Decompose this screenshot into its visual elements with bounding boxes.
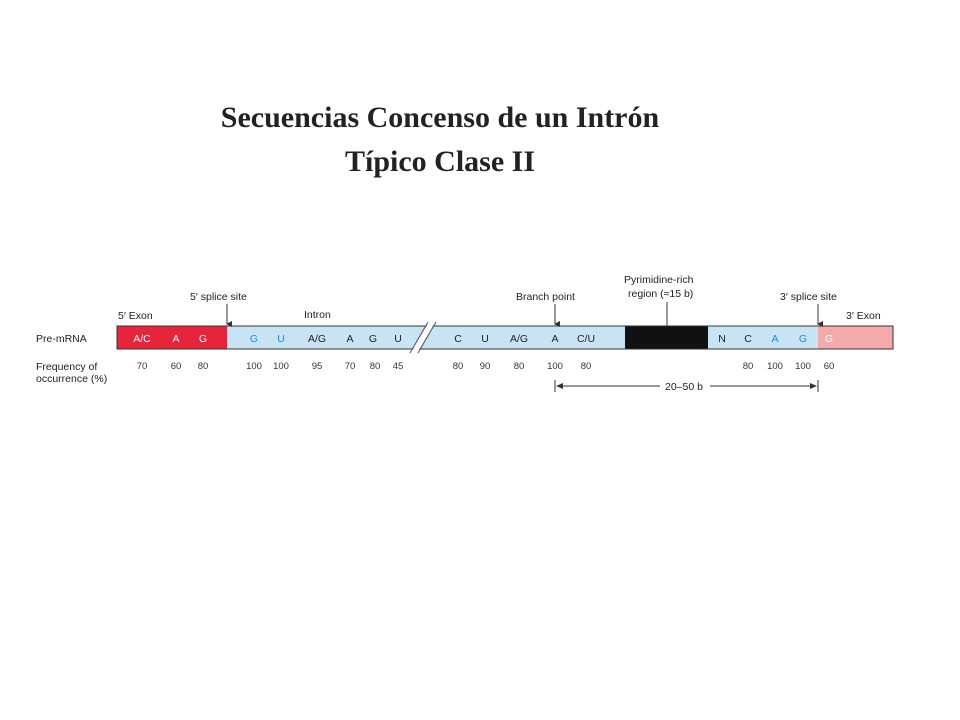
title-line-1: Secuencias Concenso de un Intrón [220,101,660,134]
frequency-value-2: 80 [197,361,209,372]
sequence-base-10: U [481,333,489,345]
branch-point-label: Branch point [516,291,575,303]
sequence-base-12: A [551,333,559,345]
sequence-base-17: G [798,333,808,345]
sequence-base-4: U [277,333,285,345]
sequence-base-2: G [198,333,208,345]
distance-label: 20–50 b [665,381,703,393]
splice3-label: 3′ splice site [780,291,837,303]
frequency-value-8: 45 [392,361,404,372]
exon5-label: 5′ Exon [118,310,153,322]
pyrimidine-label-line-1: Pyrimidine-rich [624,274,694,286]
sequence-base-18: G [824,333,834,345]
sequence-base-0: A/C [133,333,151,345]
sequence-base-9: C [454,333,462,345]
pyrimidine-rich-block [625,326,708,349]
intron-label: Intron [304,309,331,321]
sequence-base-1: A [172,333,180,345]
sequence-base-16: A [771,333,779,345]
frequency-value-3: 100 [246,361,262,372]
frequency-values [137,361,835,372]
frequency-value-12: 100 [547,361,563,372]
frequency-value-17: 100 [795,361,811,372]
frequency-value-9: 80 [452,361,464,372]
title-line-2: Típico Clase II [344,145,536,178]
frequency-value-16: 100 [767,361,783,372]
frequency-value-1: 60 [170,361,182,372]
frequency-value-15: 80 [742,361,754,372]
sequence-base-8: U [394,333,402,345]
frequency-value-0: 70 [136,361,148,372]
frequency-value-11: 80 [513,361,525,372]
frequency-value-5: 95 [311,361,323,372]
sequence-base-3: G [249,333,259,345]
sequence-base-7: G [368,333,378,345]
distance-bracket [555,380,818,393]
sequence-base-6: A [346,333,354,345]
sequence-base-15: C [744,333,752,345]
frequency-value-18: 60 [823,361,835,372]
frequency-value-10: 90 [479,361,491,372]
sequence-base-14: N [718,333,726,345]
frequency-value-13: 80 [580,361,592,372]
frequency-label-line-2: occurrence (%) [36,373,108,385]
frequency-value-6: 70 [344,361,356,372]
frequency-value-4: 100 [273,361,289,372]
splice5-label: 5′ splice site [190,291,247,303]
frequency-value-7: 80 [369,361,381,372]
pre-mrna-label: Pre-mRNA [36,333,87,345]
pyrimidine-label-line-2: region (≈15 b) [628,288,694,300]
sequence-base-5: A/G [307,333,327,345]
exon3-label: 3′ Exon [846,310,881,322]
frequency-label-line-1: Frequency of [36,361,98,373]
sequence-base-13: C/U [576,333,596,345]
sequence-base-11: A/G [509,333,529,345]
